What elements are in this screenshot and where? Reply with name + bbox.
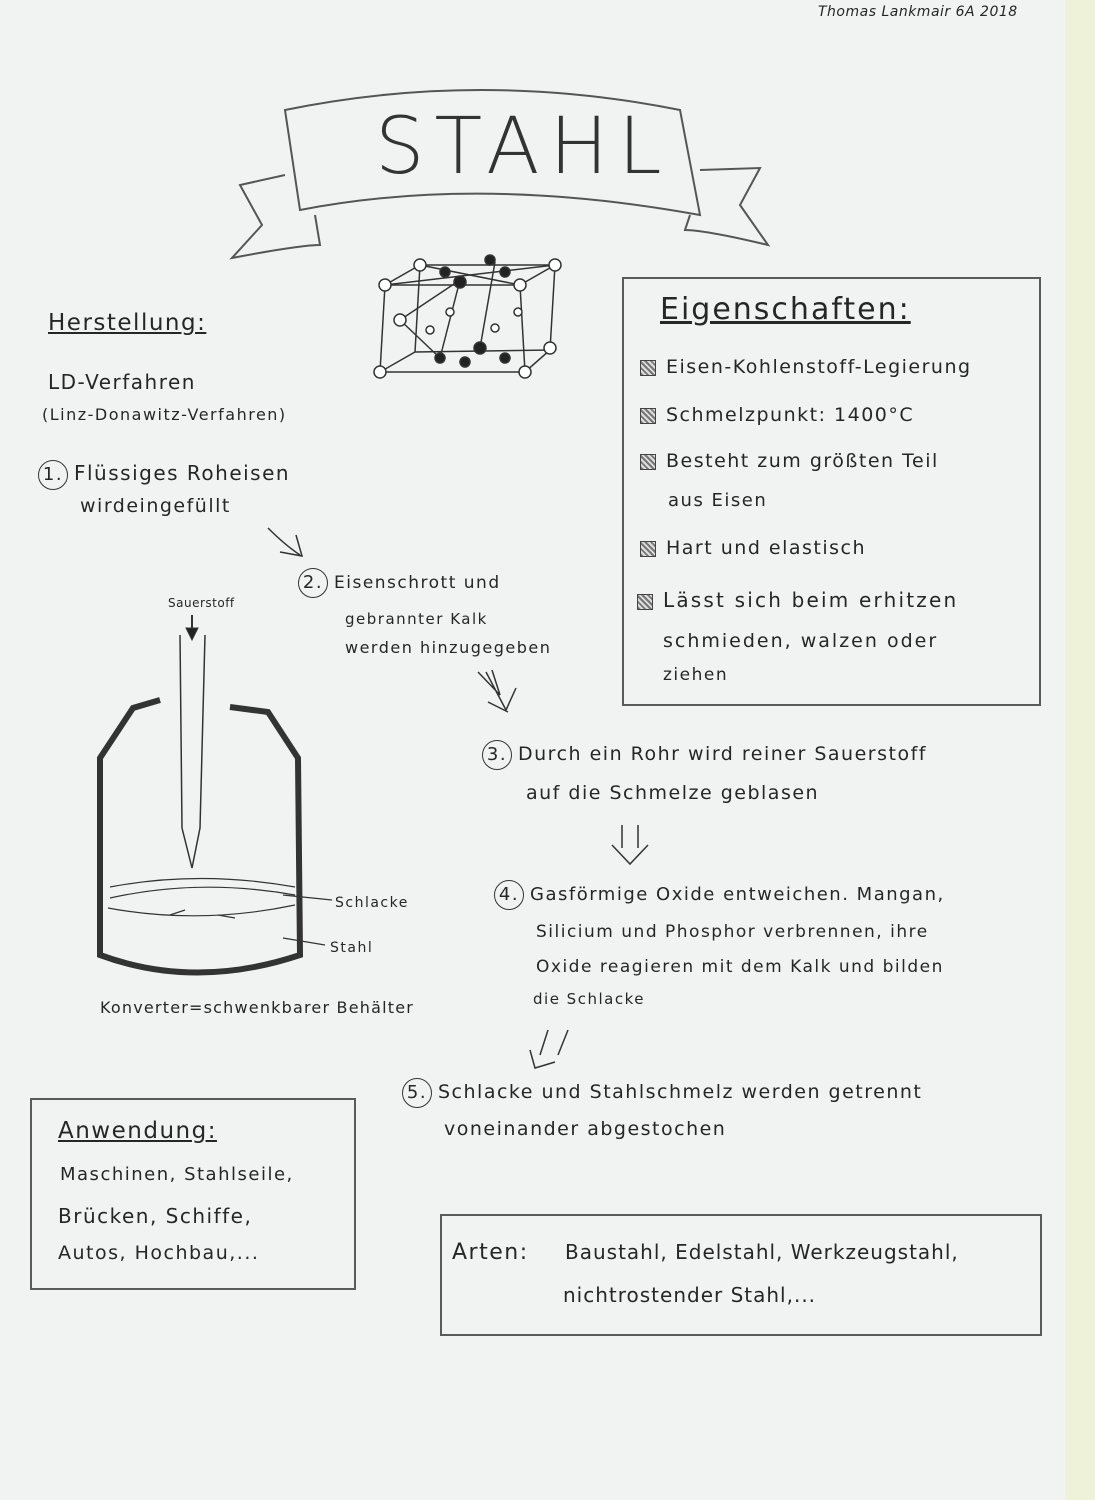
step-text: Durch ein Rohr wird reiner Sauerstoff [518, 743, 927, 765]
step-number: 3. [482, 740, 512, 770]
step-number: 5. [402, 1078, 432, 1108]
checkbox-icon [640, 541, 656, 557]
property-item [640, 450, 939, 472]
anwendung-line3: Autos, Hochbau,... [58, 1242, 260, 1264]
property-text: Schmelzpunkt: 1400°C [666, 404, 915, 426]
step-3-line2: auf die Schmelze geblasen [526, 782, 820, 804]
step-2-line3: werden hinzugegeben [345, 638, 552, 657]
slag-label: Schlacke [335, 895, 409, 911]
crystal-lattice-icon [374, 255, 561, 378]
property-text: Eisen-Kohlenstoff-Legierung [666, 356, 972, 378]
property-text: Besteht zum größten Teil [666, 450, 939, 472]
property-item-line2: aus Eisen [668, 490, 768, 511]
converter-drawing [100, 615, 332, 973]
step-4-line2: Silicium und Phosphor verbrennen, ihre [536, 922, 929, 942]
author-signature: Thomas Lankmair 6A 2018 [818, 4, 1018, 20]
step-5-line2: voneinander abgestochen [444, 1118, 727, 1140]
property-item-line2: schmieden, walzen oder [663, 630, 939, 652]
arten-label: Arten: [452, 1240, 529, 1265]
step-text: Eisenschrott und [334, 573, 501, 593]
oxygen-label: Sauerstoff [168, 596, 235, 610]
property-item [640, 404, 914, 426]
step-5 [402, 1078, 922, 1108]
page-title: STAHL [375, 102, 672, 192]
arten-line1: Baustahl, Edelstahl, Werkzeugstahl, [565, 1240, 959, 1264]
steel-label: Stahl [330, 940, 374, 956]
step-text: Flüssiges Roheisen [74, 461, 291, 485]
property-item [640, 356, 972, 378]
property-item-line3: ziehen [663, 665, 729, 685]
step-4-line3: Oxide reagieren mit dem Kalk und bilden [536, 957, 944, 977]
step-1-line2: wirdeingefüllt [80, 495, 231, 517]
step-4 [494, 880, 945, 910]
method-full-name: (Linz-Donawitz-Verfahren) [42, 405, 287, 424]
property-text: Lässt sich beim erhitzen [663, 588, 959, 612]
arten-line2: nichtrostender Stahl,... [563, 1283, 817, 1307]
checkbox-icon [637, 594, 653, 610]
step-number: 4. [494, 880, 524, 910]
eigenschaften-heading: Eigenschaften: [660, 292, 911, 327]
anwendung-heading: Anwendung: [58, 1118, 217, 1144]
anwendung-line1: Maschinen, Stahlseile, [60, 1164, 294, 1185]
anwendung-line2: Brücken, Schiffe, [58, 1204, 253, 1228]
step-number: 2. [298, 568, 328, 598]
method-name: LD-Verfahren [48, 370, 196, 394]
herstellung-heading: Herstellung: [48, 310, 207, 336]
converter-caption: Konverter=schwenkbarer Behälter [100, 998, 415, 1017]
checkbox-icon [640, 454, 656, 470]
property-item [640, 537, 866, 559]
step-2 [298, 568, 501, 598]
step-3 [482, 740, 927, 770]
step-text: Gasförmige Oxide entweichen. Mangan, [530, 884, 945, 905]
step-4-line4: die Schlacke [533, 990, 645, 1008]
step-text: Schlacke und Stahlschmelz werden getrennt [438, 1081, 923, 1103]
property-item [637, 588, 958, 612]
checkbox-icon [640, 360, 656, 376]
checkbox-icon [640, 408, 656, 424]
arten-box [440, 1214, 1042, 1336]
step-2-line2: gebrannter Kalk [345, 610, 488, 628]
step-number: 1. [38, 460, 68, 490]
property-text: Hart und elastisch [666, 537, 867, 559]
step-1 [38, 460, 290, 490]
